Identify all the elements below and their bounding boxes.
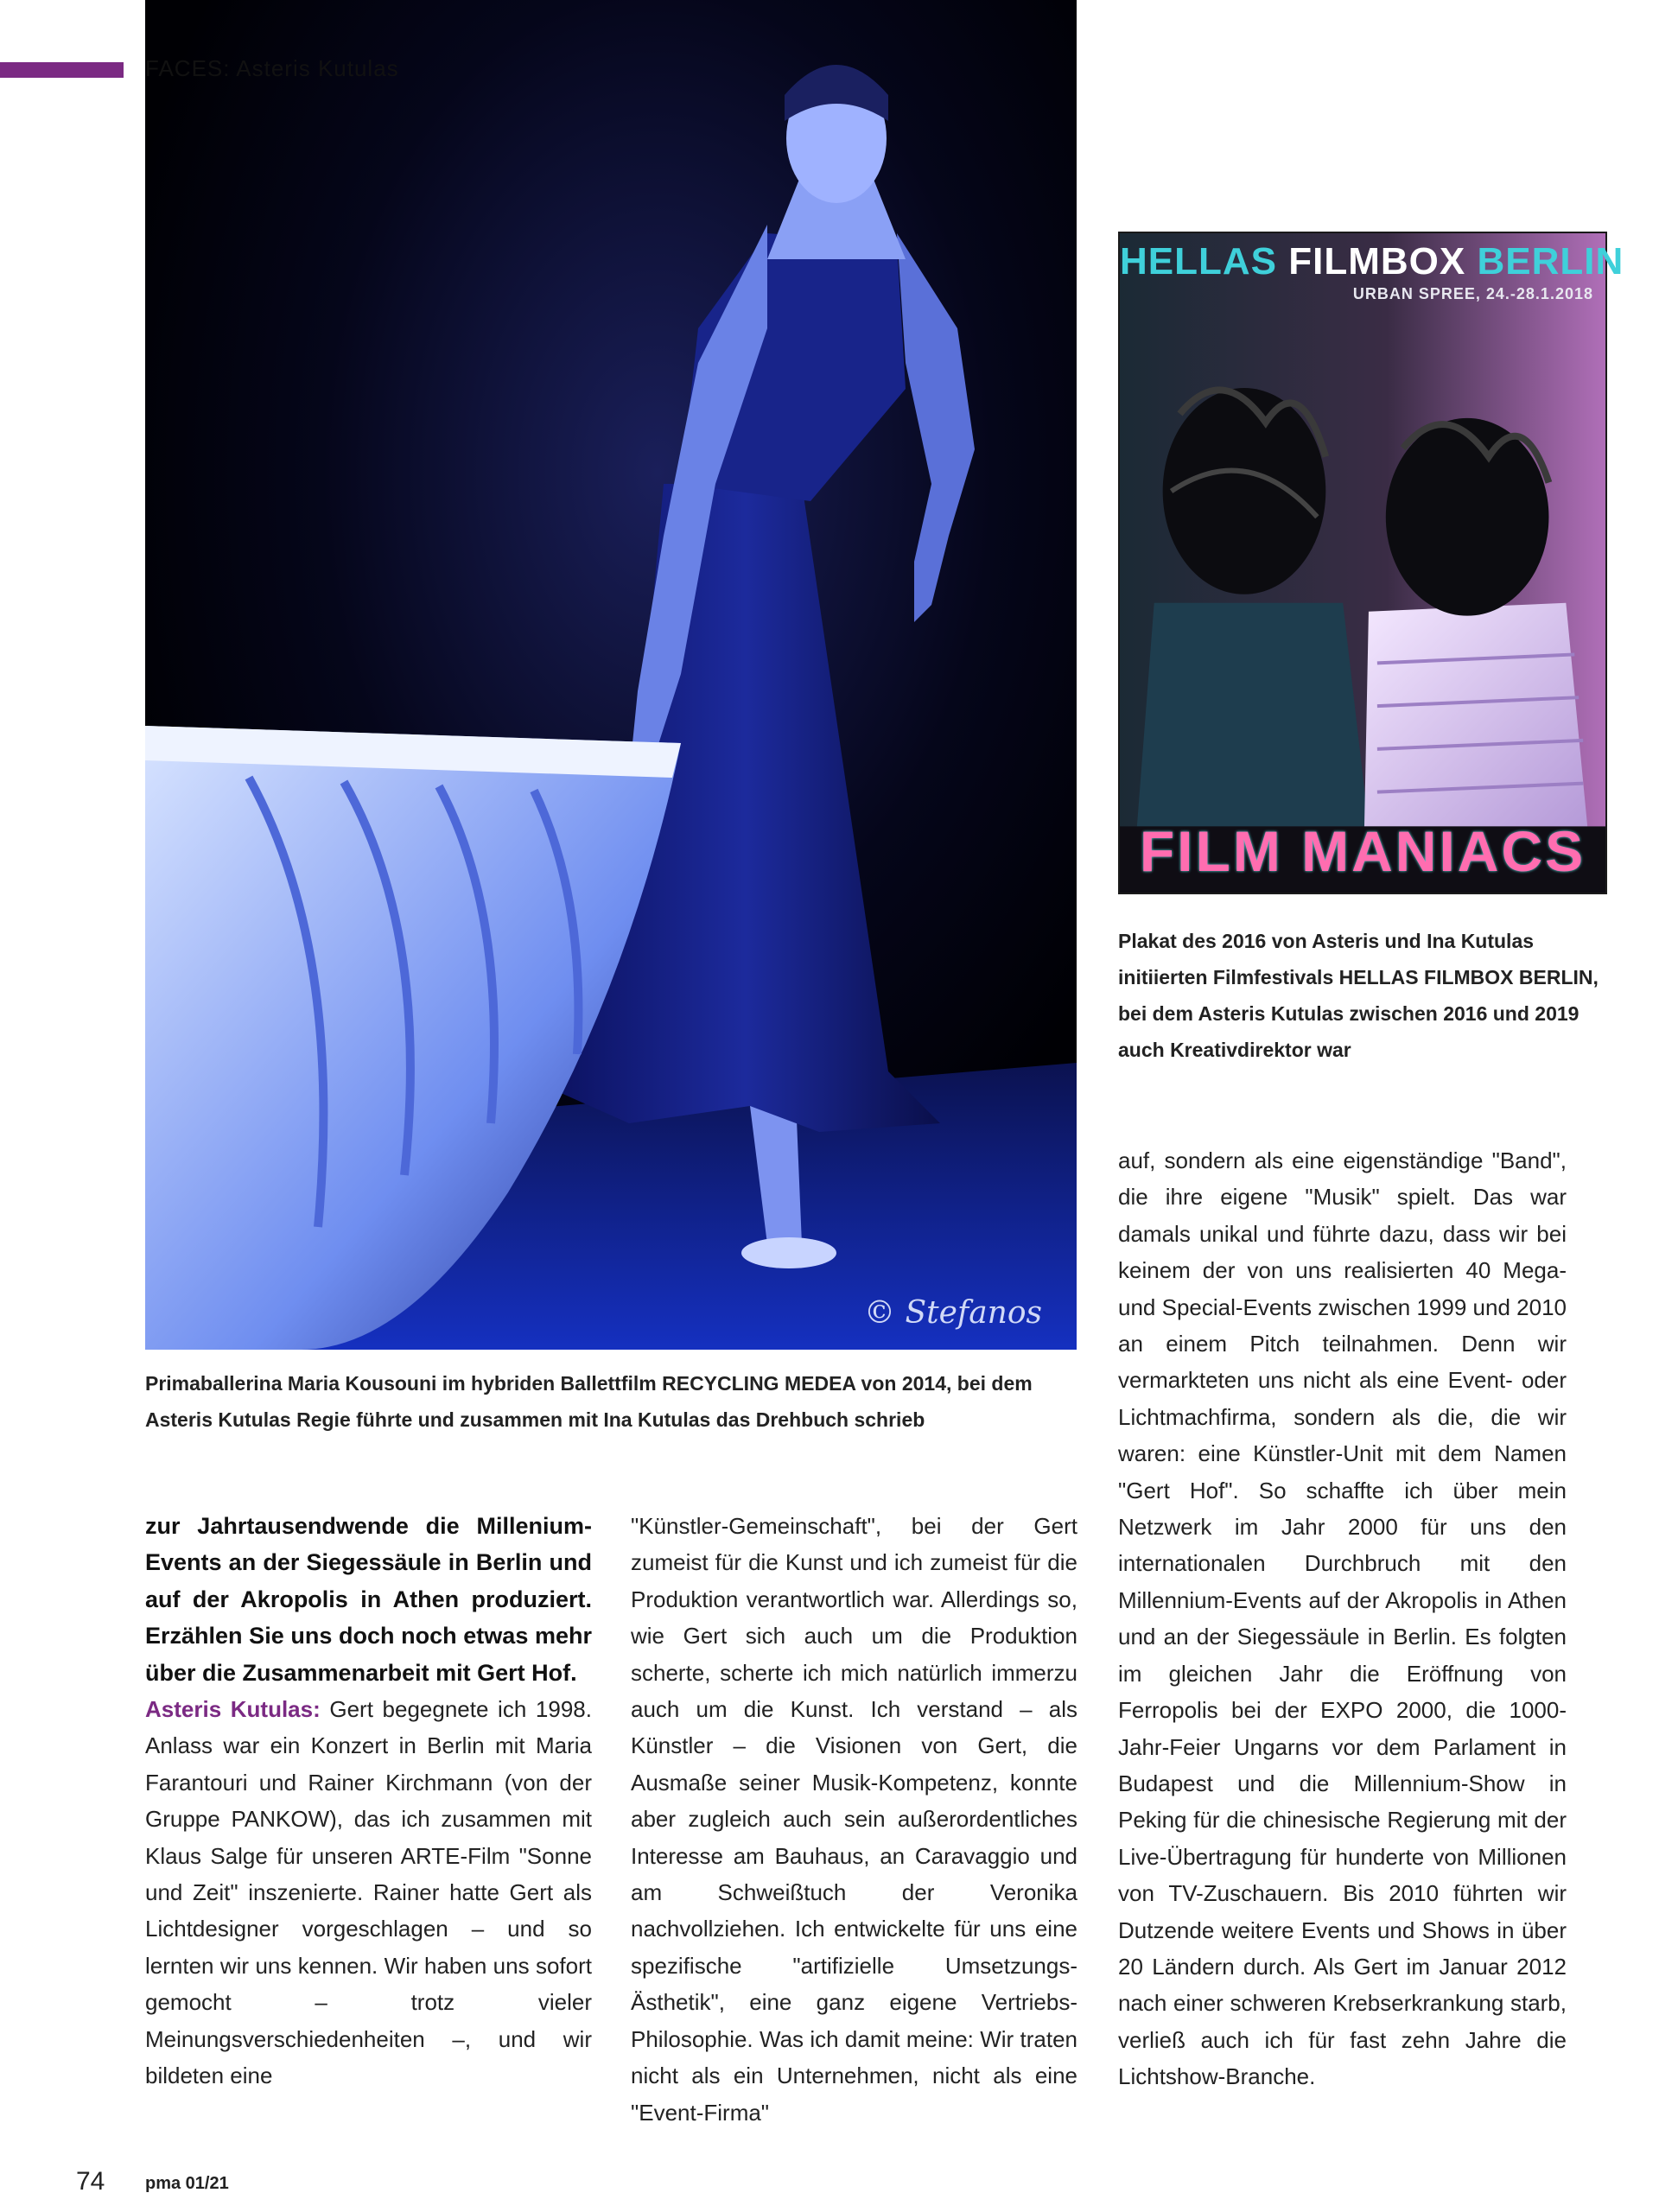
answer-text-col2: "Künstler-Gemeinschaft", bei der Gert zumeist für die Kunst und ich zumeist für die Produktion verantwortlich war. Allerdings so, wie Gert sich auch um die Produktion scherte, scherte ich mich natürlich immerzu auch um die Kunst. Ich verstand – als Künstler – die Visionen von Gert, die Ausmaße seiner Musik-Kompetenz, konnte aber zugleich auch sein außerordentliches Interesse am Bauhaus, an Caravaggio und am Schweißtuch der Veronika nachvollziehen. Ich entwickelte für uns eine spezifische "artifizielle Umsetzungs-Ästhetik", eine ganz eigene Vertriebs-Philosophie. Was ich damit meine: Wir traten nicht als ein Unternehmen, nicht als eine "Event-Firma"	[631, 1513, 1077, 2126]
poster-title-hellas: HELLAS	[1120, 240, 1277, 283]
speaker-name: Asteris Kutulas:	[145, 1696, 321, 1723]
poster-illustration	[1120, 233, 1605, 893]
answer-text-col3: auf, sondern als eine eigenständige "Band", die ihre eigene "Musik" spielt. Das war damals unikal und führte dazu, dass wir bei keinem der von uns realisierten 40 Mega- und Special-Events zwischen 1999 und 2010 an einem Pitch teilnahmen. Denn wir vermarkteten uns nicht als eine Event- oder Lichtmachfirma, sondern als die, die wir waren: eine Künstler-Unit mit dem Namen "Gert Hof". So schaffte ich über mein Netzwerk im Jahr 2000 für uns den internationalen Durchbruch mit den Millennium-Events auf der Akropolis in Athen und an der Siegessäule in Berlin. Es folgten im gleichen Jahr die Eröffnung von Ferropolis bei der EXPO 2000, die 1000-Jahr-Feier Ungarns vor dem Parlament in Budapest und die Millennium-Show in Peking für die chinesische Regierung mit der Live-Übertragung für hunderte von Millionen von TV-Zuschauern. Bis 2010 führten wir Dutzende weitere Events und Shows in über 20 Ländern durch. Als Gert im Januar 2012 nach einer schweren Krebserkrankung starb, verließ auch ich für fast zehn Jahre die Lichtshow-Branche.	[1118, 1147, 1567, 2090]
article-column-2	[631, 1508, 1077, 2131]
page-number: 74	[76, 2167, 105, 2196]
section-accent-bar	[0, 62, 124, 78]
poster-title	[1120, 240, 1624, 283]
ballerina-illustration	[145, 0, 1077, 1350]
article-column-1	[145, 1508, 592, 2094]
article-column-3	[1118, 1142, 1567, 2095]
festival-poster	[1118, 232, 1624, 894]
answer-paragraph	[145, 1691, 592, 2094]
main-photo-ballerina	[145, 0, 1077, 1350]
poster-bottom-title: FILM MANIACS	[1139, 819, 1586, 883]
poster-title-berlin: BERLIN	[1477, 240, 1624, 283]
section-header-label: FACES: Asteris Kutulas	[145, 55, 399, 81]
poster-title-filmbox: FILMBOX	[1288, 240, 1466, 283]
interview-question: zur Jahrtausendwende die Millenium-Events an der Siegessäule in Berlin und auf der Akropolis in Athen produziert. Erzählen Sie uns doch noch etwas mehr über die Zusammenarbeit mit Gert Hof.	[145, 1513, 592, 1686]
poster-subtitle: URBAN SPREE, 24.-28.1.2018	[1352, 285, 1593, 302]
poster-caption: Plakat des 2016 von Asteris und Ina Kutulas initiierten Filmfestivals HELLAS FILMBOX BERLIN, bei dem Asteris Kutulas zwischen 2016 und 2019 auch Kreativdirektor war	[1118, 930, 1599, 1061]
main-photo-caption: Primaballerina Maria Kousouni im hybriden Ballettfilm RECYCLING MEDEA von 2014, bei dem Asteris Kutulas Regie führte und zusammen mit Ina Kutulas das Drehbuch schrieb	[145, 1372, 1033, 1431]
answer-text-col1: Gert begegnete ich 1998. Anlass war ein Konzert in Berlin mit Maria Farantouri und Rainer Kirchmann (von der Gruppe PANKOW), das ich zusammen mit Klaus Salge für unseren ARTE-Film "Sonne und Zeit" inszenierte. Rainer hatte Gert als Lichtdesigner vorgeschlagen – und so lernten wir uns kennen. Wir haben uns sofort gemocht – trotz vieler Meinungsverschiedenheiten –, und wir bildeten eine	[145, 1696, 592, 2089]
magazine-issue-label: pma 01/21	[145, 2174, 229, 2193]
photo-credit: © Stefanos	[864, 1295, 1042, 1331]
